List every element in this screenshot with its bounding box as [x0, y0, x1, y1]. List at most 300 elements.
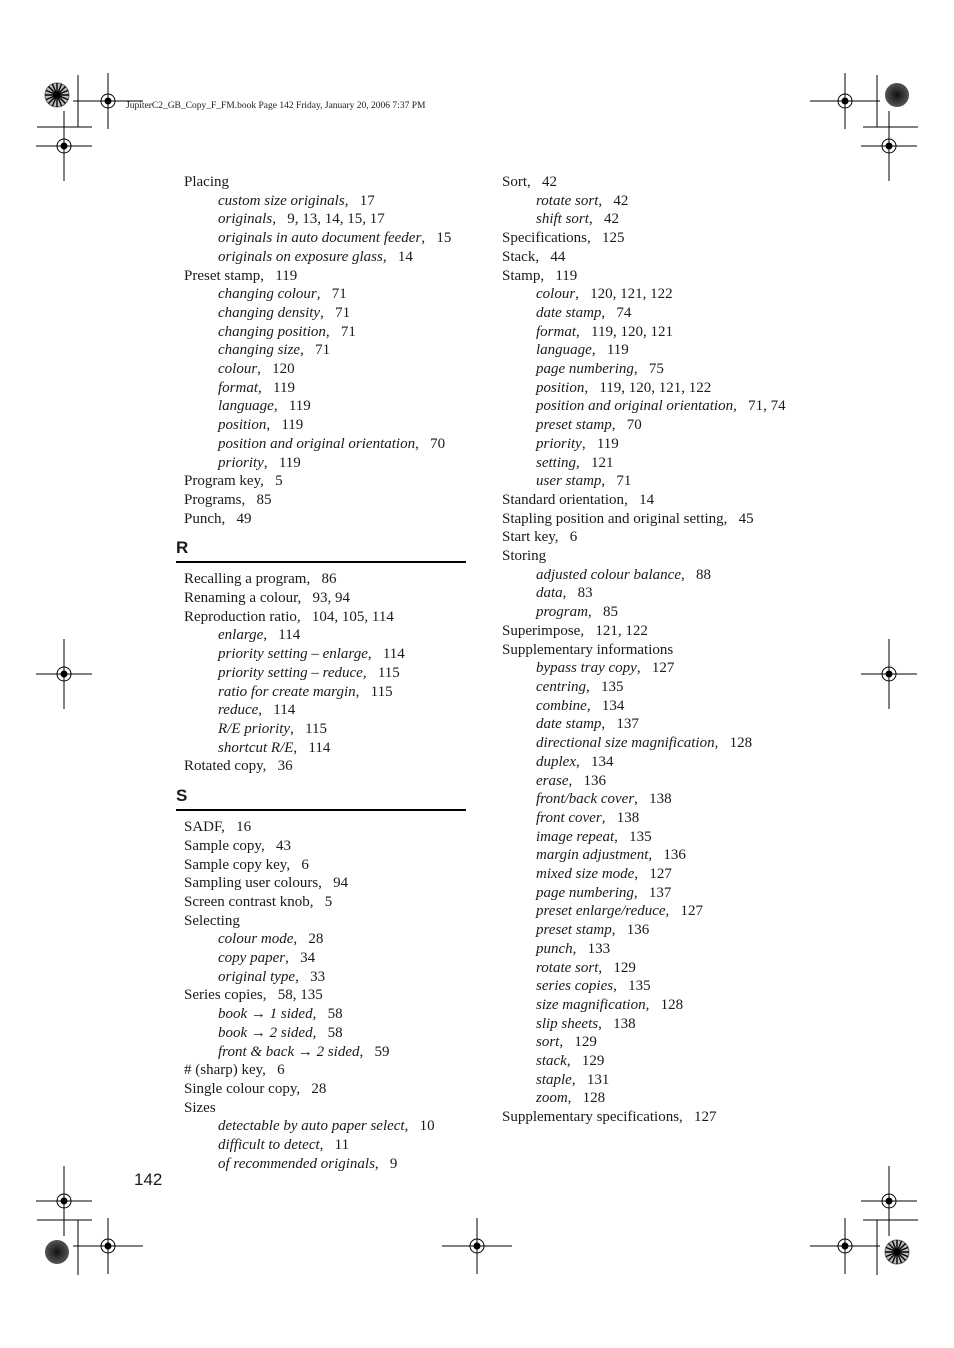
- index-page-refs: , 93, 94: [298, 590, 351, 606]
- index-page-refs: , 119: [266, 417, 303, 433]
- index-term: difficult to detect: [218, 1137, 320, 1154]
- index-page-refs: , 119: [540, 268, 577, 284]
- index-term: Superimpose: [502, 622, 581, 639]
- index-term: series copies: [536, 978, 614, 995]
- index-entry: [494, 229, 824, 248]
- index-page-refs: , 9, 13, 14, 15, 17: [272, 211, 385, 227]
- index-entry: [176, 856, 466, 875]
- index-page-refs: , 85: [242, 492, 272, 508]
- index-page-refs: , 33: [295, 969, 325, 985]
- index-subentry: [176, 285, 466, 304]
- index-entry: [176, 818, 466, 837]
- index-page-refs: , 42: [527, 174, 557, 190]
- index-subentry: [176, 229, 466, 248]
- index-term: detectable by auto paper select: [218, 1118, 405, 1135]
- index-subentry: [176, 248, 466, 267]
- index-term: staple: [536, 1071, 572, 1088]
- index-subentry: [494, 1071, 824, 1090]
- index-entry: [494, 510, 824, 529]
- index-subentry: [176, 968, 466, 987]
- index-entry: [176, 589, 466, 608]
- index-entry: [176, 570, 466, 589]
- index-term: format: [536, 323, 577, 340]
- index-page-refs: , 114: [368, 646, 405, 662]
- index-term: Stack: [502, 248, 536, 265]
- index-page-refs: , 119, 120, 121, 122: [584, 380, 711, 396]
- index-entry: [176, 893, 466, 912]
- index-subentry: [176, 664, 466, 683]
- index-page-refs: , 42: [598, 193, 628, 209]
- index-page-refs: , 135: [614, 829, 652, 845]
- index-term: position: [218, 417, 267, 434]
- index-subentry: [494, 865, 824, 884]
- index-page-refs: , 128: [646, 997, 684, 1013]
- index-subentry: [494, 884, 824, 903]
- index-subentry: [176, 1005, 466, 1024]
- index-term: Supplementary informations: [502, 641, 674, 658]
- index-subentry: [176, 1136, 466, 1155]
- index-term: shortcut R/E: [218, 739, 294, 756]
- index-page-refs: , 119: [264, 455, 301, 471]
- index-page-refs: , 119: [258, 380, 295, 396]
- index-term: front & back → 2 sided: [218, 1043, 360, 1060]
- index-term: changing colour: [218, 286, 317, 303]
- index-term: slip sheets: [536, 1015, 599, 1032]
- index-term: Standard orientation: [502, 491, 625, 508]
- index-page-refs: , 138: [634, 791, 672, 807]
- index-page-refs: , 71: [320, 305, 350, 321]
- index-column-right: [494, 173, 824, 1127]
- index-page-refs: , 71: [300, 342, 330, 358]
- index-page-refs: , 136: [648, 847, 686, 863]
- index-term: changing density: [218, 304, 321, 321]
- index-page-refs: , 71: [326, 324, 356, 340]
- index-entry: [494, 491, 824, 510]
- index-term: reduce: [218, 702, 259, 719]
- index-term: Stapling position and original setting: [502, 510, 724, 527]
- index-page-refs: , 14: [383, 249, 413, 265]
- index-subentry: [494, 996, 824, 1015]
- index-term: position: [536, 379, 585, 396]
- index-term: Renaming a colour: [184, 590, 298, 607]
- index-page-refs: , 71: [317, 286, 347, 302]
- index-term: shift sort: [536, 211, 589, 228]
- index-page-refs: , 119: [582, 436, 619, 452]
- index-term: originals: [218, 211, 273, 228]
- index-term: copy paper: [218, 950, 286, 967]
- index-subentry: [176, 192, 466, 211]
- index-subentry: [494, 472, 824, 491]
- index-subentry: [494, 1052, 824, 1071]
- index-subentry: [494, 959, 824, 978]
- index-term: Placing: [184, 174, 229, 190]
- index-subentry: [494, 659, 824, 678]
- index-term: front cover: [536, 809, 602, 826]
- index-term: Recalling a program: [184, 571, 307, 588]
- index-term: Sample copy: [184, 837, 261, 854]
- index-term: punch: [536, 940, 573, 957]
- index-page-refs: , 43: [261, 838, 291, 854]
- index-page-refs: , 16: [221, 819, 251, 835]
- index-term: custom size originals: [218, 192, 345, 209]
- index-subentry: [494, 734, 824, 753]
- index-term: position and original orientation: [218, 435, 416, 452]
- index-subentry: [176, 416, 466, 435]
- index-page-refs: , 131: [572, 1072, 610, 1088]
- index-page-refs: , 5: [310, 894, 333, 910]
- index-subentry: [176, 930, 466, 949]
- index-page-refs: , 128: [568, 1090, 606, 1106]
- index-term: # (sharp) key: [184, 1062, 263, 1079]
- index-page-refs: , 74: [601, 305, 631, 321]
- section-heading: R: [176, 537, 466, 563]
- index-page-refs: , 34: [285, 950, 315, 966]
- index-entry: [176, 491, 466, 510]
- index-term: Series copies: [184, 987, 263, 1004]
- index-entry: [176, 986, 466, 1005]
- index-entry: [494, 267, 824, 286]
- index-page-refs: , 11: [320, 1137, 349, 1153]
- index-page-refs: , 17: [345, 193, 375, 209]
- index-subentry: [176, 683, 466, 702]
- index-subentry: [176, 454, 466, 473]
- index-page-refs: , 86: [306, 571, 336, 587]
- index-subentry: [494, 304, 824, 323]
- index-subentry: [176, 360, 466, 379]
- index-term: user stamp: [536, 473, 602, 490]
- index-entry: [176, 510, 466, 529]
- index-term: stack: [536, 1053, 567, 1070]
- index-subentry: [494, 1033, 824, 1052]
- index-page-refs: , 128: [715, 735, 753, 751]
- index-page-refs: , 71, 74: [733, 398, 786, 414]
- index-term: Reproduction ratio: [184, 608, 297, 625]
- index-page-refs: , 138: [598, 1016, 636, 1032]
- index-page-refs: , 115: [363, 665, 400, 681]
- index-subentry: [494, 678, 824, 697]
- index-term: duplex: [536, 753, 576, 770]
- index-term: Start key: [502, 529, 555, 546]
- index-subentry: [176, 341, 466, 360]
- index-entry: [494, 1108, 824, 1127]
- index-subentry: [176, 701, 466, 720]
- index-subentry: [494, 1015, 824, 1034]
- index-term: original type: [218, 968, 296, 985]
- index-term: priority setting – enlarge: [218, 646, 368, 663]
- index-page-refs: , 115: [356, 684, 393, 700]
- index-page-refs: , 129: [598, 960, 636, 976]
- index-page-refs: , 129: [567, 1053, 605, 1069]
- index-page-refs: , 75: [634, 361, 664, 377]
- index-subentry: [176, 1024, 466, 1043]
- index-entry: [176, 472, 466, 491]
- index-term: Preset stamp: [184, 267, 261, 284]
- index-term: Sort: [502, 174, 528, 190]
- index-subentry: [494, 379, 824, 398]
- index-term: of recommended originals: [218, 1155, 375, 1172]
- index-term: Programs: [184, 491, 242, 508]
- index-term: book → 2 sided: [218, 1024, 313, 1041]
- index-term: page numbering: [536, 884, 634, 901]
- index-page-refs: , 136: [612, 922, 650, 938]
- index-page-refs: , 10: [405, 1118, 435, 1134]
- index-page-refs: , 58: [313, 1006, 343, 1022]
- index-subentry: [494, 902, 824, 921]
- index-term: priority setting – reduce: [218, 664, 363, 681]
- index-subentry: [176, 626, 466, 645]
- index-subentry: [176, 435, 466, 454]
- index-term: size magnification: [536, 996, 646, 1013]
- index-page-refs: , 133: [573, 941, 611, 957]
- index-subentry: [494, 210, 824, 229]
- index-subentry: [494, 790, 824, 809]
- index-page-refs: , 94: [318, 875, 348, 891]
- index-entry: [176, 267, 466, 286]
- index-subentry: [176, 949, 466, 968]
- index-term: Selecting: [184, 912, 240, 929]
- index-term: changing size: [218, 342, 301, 359]
- index-page-refs: , 137: [634, 885, 672, 901]
- index-entry: [176, 874, 466, 893]
- index-term: bypass tray copy: [536, 660, 637, 677]
- index-page-refs: , 44: [535, 249, 565, 265]
- index-subentry: [176, 323, 466, 342]
- index-subentry: [494, 697, 824, 716]
- header-note: JupiterC2_GB_Copy_F_FM.book Page 142 Friday, January 20, 2006 7:37 PM: [126, 101, 426, 111]
- index-term: directional size magnification: [536, 735, 715, 752]
- index-term: originals in auto document feeder: [218, 230, 422, 247]
- index-term: program: [536, 604, 588, 621]
- index-term: margin adjustment: [536, 847, 649, 864]
- index-term: language: [536, 342, 592, 359]
- index-term: erase: [536, 772, 569, 789]
- index-term: Sizes: [184, 1099, 216, 1116]
- index-page-refs: , 127: [634, 866, 672, 882]
- index-page-refs: , 138: [602, 810, 640, 826]
- index-page-refs: , 134: [587, 698, 625, 714]
- index-subentry: [176, 379, 466, 398]
- index-page-refs: , 88: [681, 567, 711, 583]
- index-term: image repeat: [536, 828, 615, 845]
- index-subentry: [494, 285, 824, 304]
- index-page-refs: , 5: [260, 473, 283, 489]
- index-page-refs: , 58, 135: [263, 987, 323, 1003]
- index-term: colour: [218, 361, 258, 378]
- index-term: date stamp: [536, 304, 602, 321]
- index-term: preset stamp: [536, 922, 612, 939]
- index-term: Specifications: [502, 230, 587, 247]
- index-page-refs: , 6: [555, 529, 578, 545]
- index-subentry: [494, 753, 824, 772]
- index-entry: [494, 641, 824, 660]
- index-page-refs: , 129: [559, 1034, 597, 1050]
- index-entry: [494, 173, 824, 192]
- index-page-refs: , 28: [293, 931, 323, 947]
- index-term: priority: [536, 435, 582, 452]
- index-page-refs: , 49: [222, 511, 252, 527]
- index-subentry: [176, 645, 466, 664]
- index-entry: [494, 547, 824, 566]
- index-page-refs: , 119: [274, 398, 311, 414]
- index-term: colour: [536, 286, 576, 303]
- index-subentry: [176, 210, 466, 229]
- index-term: Sample copy key: [184, 856, 287, 873]
- index-term: rotate sort: [536, 959, 599, 976]
- index-term: adjusted colour balance: [536, 566, 681, 583]
- index-term: preset enlarge/reduce: [536, 903, 666, 920]
- index-entry: [176, 837, 466, 856]
- index-entry: [176, 1080, 466, 1099]
- index-page-refs: , 36: [263, 758, 293, 774]
- index-subentry: [176, 304, 466, 323]
- index-term: changing position: [218, 323, 326, 340]
- index-entry: [494, 248, 824, 267]
- index-subentry: [494, 603, 824, 622]
- index-entry: [494, 528, 824, 547]
- index-page-refs: , 71: [601, 473, 631, 489]
- index-term: SADF: [184, 819, 222, 836]
- index-page-refs: , 104, 105, 114: [297, 609, 394, 625]
- index-term: data: [536, 585, 563, 602]
- index-term: format: [218, 379, 259, 396]
- index-subentry: [176, 739, 466, 758]
- index-page-refs: , 136: [569, 773, 607, 789]
- index-page-refs: , 135: [613, 978, 651, 994]
- index-entry: [176, 173, 466, 192]
- index-entry: [176, 912, 466, 931]
- index-subentry: [176, 1117, 466, 1136]
- index-term: Stamp: [502, 267, 541, 284]
- index-entry: [494, 622, 824, 641]
- index-page-refs: , 6: [262, 1062, 285, 1078]
- index-page-refs: , 125: [587, 230, 625, 246]
- index-subentry: [494, 715, 824, 734]
- index-page-refs: , 6: [286, 857, 309, 873]
- index-term: date stamp: [536, 716, 602, 733]
- index-subentry: [494, 192, 824, 211]
- index-subentry: [494, 566, 824, 585]
- index-subentry: [494, 940, 824, 959]
- index-term: setting: [536, 454, 576, 471]
- index-subentry: [494, 772, 824, 791]
- index-page-refs: , 115: [290, 721, 327, 737]
- index-page-refs: , 114: [263, 627, 300, 643]
- index-subentry: [494, 1089, 824, 1108]
- index-subentry: [494, 809, 824, 828]
- index-term: Single colour copy: [184, 1080, 297, 1097]
- index-term: page numbering: [536, 361, 634, 378]
- index-page-refs: , 59: [360, 1044, 390, 1060]
- index-term: language: [218, 398, 274, 415]
- index-subentry: [494, 397, 824, 416]
- index-term: book → 1 sided: [218, 1006, 313, 1023]
- index-page-refs: , 28: [296, 1081, 326, 1097]
- index-term: originals on exposure glass: [218, 248, 383, 265]
- index-subentry: [494, 921, 824, 940]
- index-term: R/E priority: [218, 720, 291, 737]
- index-page-refs: , 83: [563, 585, 593, 601]
- index-subentry: [494, 977, 824, 996]
- index-term: Program key: [184, 473, 261, 490]
- index-subentry: [494, 454, 824, 473]
- index-term: Sampling user colours: [184, 875, 319, 892]
- index-page-refs: , 121: [576, 455, 614, 471]
- index-term: priority: [218, 454, 264, 471]
- index-page-refs: , 70: [415, 436, 445, 452]
- index-term: front/back cover: [536, 791, 635, 808]
- index-column-left: [176, 173, 466, 1173]
- index-page-refs: , 42: [589, 211, 619, 227]
- index-entry: [176, 1099, 466, 1118]
- index-term: Supplementary specifications: [502, 1109, 680, 1126]
- index-term: sort: [536, 1034, 560, 1051]
- index-page-refs: , 127: [637, 660, 675, 676]
- page-number: 142: [134, 1170, 163, 1189]
- index-entry: [176, 608, 466, 627]
- index-term: position and original orientation: [536, 398, 734, 415]
- index-page-refs: , 114: [258, 702, 295, 718]
- index-subentry: [494, 360, 824, 379]
- index-term: centring: [536, 678, 586, 695]
- index-entry: [176, 757, 466, 776]
- index-term: mixed size mode: [536, 866, 635, 883]
- index-term: Storing: [502, 548, 547, 565]
- index-term: zoom: [536, 1090, 568, 1107]
- index-term: Punch: [184, 510, 222, 527]
- index-page-refs: , 9: [375, 1156, 398, 1172]
- index-page-refs: , 120, 121, 122: [575, 286, 673, 302]
- index-page-refs: , 70: [612, 417, 642, 433]
- index-subentry: [494, 828, 824, 847]
- index-subentry: [176, 720, 466, 739]
- index-page-refs: , 85: [588, 604, 618, 620]
- index-subentry: [494, 341, 824, 360]
- index-subentry: [176, 1155, 466, 1174]
- index-page-refs: , 14: [624, 492, 654, 508]
- index-entry: [176, 1061, 466, 1080]
- index-page-refs: , 134: [576, 754, 614, 770]
- index-term: preset stamp: [536, 417, 612, 434]
- index-subentry: [494, 416, 824, 435]
- index-page-refs: , 120: [257, 361, 295, 377]
- index-page-refs: , 58: [313, 1025, 343, 1041]
- index-page-refs: , 119, 120, 121: [576, 324, 673, 340]
- section-heading: S: [176, 785, 466, 811]
- index-term: colour mode: [218, 931, 294, 948]
- index-term: ratio for create margin: [218, 683, 356, 700]
- index-term: Rotated copy: [184, 758, 263, 775]
- index-page-refs: , 119: [592, 342, 629, 358]
- index-page-refs: , 127: [666, 903, 704, 919]
- index-term: Screen contrast knob: [184, 893, 310, 910]
- index-page-refs: , 45: [724, 511, 754, 527]
- index-subentry: [176, 397, 466, 416]
- index-subentry: [176, 1043, 466, 1062]
- index-page-refs: , 135: [586, 679, 624, 695]
- index-page-refs: , 119: [260, 268, 297, 284]
- index-page-refs: , 114: [293, 740, 330, 756]
- index-term: rotate sort: [536, 192, 599, 209]
- index-page-refs: , 137: [601, 716, 639, 732]
- index-page-refs: , 121, 122: [580, 623, 648, 639]
- index-subentry: [494, 846, 824, 865]
- index-subentry: [494, 323, 824, 342]
- index-page-refs: , 127: [679, 1109, 717, 1125]
- index-term: combine: [536, 697, 587, 714]
- index-page-refs: , 15: [421, 230, 451, 246]
- index-subentry: [494, 584, 824, 603]
- index-term: enlarge: [218, 627, 264, 644]
